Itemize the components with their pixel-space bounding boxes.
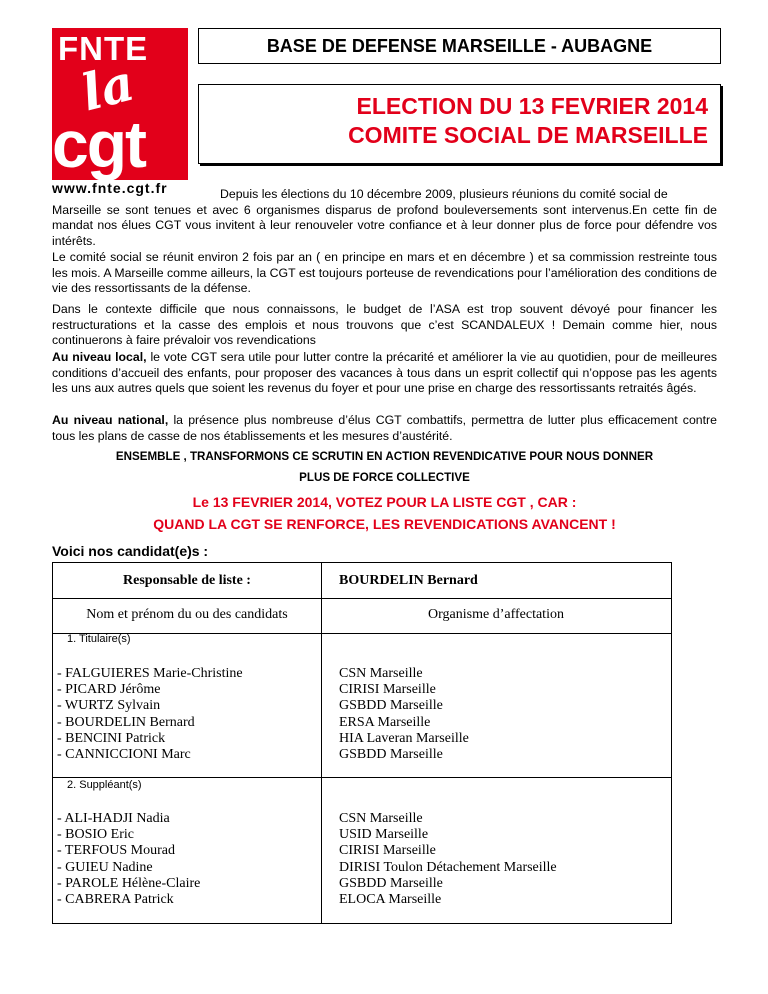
logo-cgt-text: cgt (52, 107, 145, 180)
column-header-organisme: Organisme d’affectation (428, 607, 564, 622)
table-divider-2 (53, 633, 671, 634)
column-header-name: Nom et prénom du ou des candidats (86, 607, 288, 622)
titulaire-org: GSBDD Marseille (339, 698, 443, 714)
titulaire-org: HIA Laveran Marseille (339, 730, 469, 746)
slogan-line-1: ENSEMBLE , TRANSFORMONS CE SCRUTIN EN ACTION REVENDICATIVE POUR NOUS DONNER (115, 450, 654, 463)
suppleant-name: - GUIEU Nadine (57, 859, 153, 875)
suppleant-org: GSBDD Marseille (339, 875, 443, 891)
local-label: Au niveau local, (52, 350, 147, 364)
local-text: le vote CGT sera utile pour lutter contre la précarité et améliorer la vie au quotidien, pour de meilleures conditions d’accueil des enfants, pour proposer des vacances à tous dans un esprit collectif qui n’oppose pas les agents les uns aux autres quels que soient les revenus du foyer et pour une prise en charge des ressortissants retraités âgés. (52, 350, 717, 395)
intro-rest: Marseille se sont tenues et avec 6 organismes disparus de profond bouleversements sont intervenus.En cette fin de mandat nos élues CGT vous invitent à leur renouveler votre confiance et à leur donner plus de force pour défendre vos intérêts. (52, 202, 717, 248)
logo-url: www.fnte.cgt.fr (52, 180, 168, 196)
suppleant-name: - ALI-HADJI Nadia (57, 811, 170, 826)
candidates-table (52, 562, 672, 924)
paragraph-intro (52, 187, 717, 249)
paragraph-national (52, 413, 717, 444)
suppleant-org: USID Marseille (339, 827, 429, 843)
suppleant-org: DIRISI Toulon Détachement Marseille (339, 859, 557, 875)
slogan-line-2: PLUS DE FORCE COLLECTIVE (299, 471, 470, 484)
responsable-name: BOURDELIN Bernard (339, 573, 478, 588)
table-divider-1 (53, 598, 671, 599)
titulaire-names (57, 666, 243, 763)
titulaire-orgs (339, 666, 469, 763)
titulaire-name: - CANNICCIONI Marc (57, 747, 191, 763)
titulaire-name: - WURTZ Sylvain (57, 698, 161, 714)
vote-line-2: QUAND LA CGT SE RENFORCE, LES REVENDICATIONS AVANCENT ! (153, 516, 616, 532)
suppleant-name: - TERFOUS Mourad (57, 843, 175, 859)
titulaire-org: ERSA Marseille (339, 714, 431, 730)
paragraph-comite: Le comité social se réunit environ 2 fois par an ( en principe en mars et en décembre ) et sa commission restreinte tous les mois. A Marseille comme ailleurs, la CGT est toujours porteuse de revendications pour l’amélioration des conditions de vie des ressortissants de la défense. (52, 250, 717, 295)
base-defense-header: BASE DE DEFENSE MARSEILLE - AUBAGNE (198, 28, 721, 64)
vote-line-1: Le 13 FEVRIER 2014, VOTEZ POUR LA LISTE CGT , CAR : (192, 494, 577, 510)
titulaire-org: GSBDD Marseille (339, 747, 443, 763)
responsable-label: Responsable de liste : (123, 573, 251, 588)
titulaire-name: - PICARD Jérôme (57, 682, 161, 698)
national-text: la présence plus nombreuse d’élus CGT combattifs, permettra de lutter plus efficacement contre tous les plans de casse de nos établissements et les mesures d’austérité. (52, 413, 717, 443)
titulaire-org: CSN Marseille (339, 666, 423, 681)
suppleant-name: - BOSIO Eric (57, 827, 134, 843)
suppleant-org: ELOCA Marseille (339, 892, 442, 908)
suppleant-names (57, 811, 200, 908)
suppleant-label: 2. Suppléant(s) (67, 779, 142, 791)
suppleant-org: CIRISI Marseille (339, 843, 436, 859)
titulaire-org: CIRISI Marseille (339, 682, 436, 698)
logo-la-text: la (75, 52, 140, 123)
table-divider-3 (53, 777, 671, 778)
fnte-cgt-logo (52, 28, 188, 180)
national-label: Au niveau national, (52, 413, 169, 427)
titulaire-name: - BENCINI Patrick (57, 730, 166, 746)
suppleant-name: - PAROLE Hélène-Claire (57, 875, 201, 891)
suppleant-org: CSN Marseille (339, 811, 423, 826)
suppleant-name: - CABRERA Patrick (57, 892, 174, 908)
paragraph-contexte: Dans le contexte difficile que nous connaissons, le budget de l’ASA est trop souvent dévoyé pour financer les restructurations et la casse des emplois et nous trouvons que c’est SCANDALEUX ! Demain comme hier, nous continuerons à faire prévaloir vos revendications (52, 302, 717, 347)
comite-title: COMITE SOCIAL DE MARSEILLE (348, 122, 708, 148)
paragraph-local (52, 350, 717, 397)
titulaire-name: - BOURDELIN Bernard (57, 714, 195, 730)
election-title: ELECTION DU 13 FEVRIER 2014 (356, 93, 708, 119)
election-title-box (198, 84, 721, 164)
logo-fnte-text: FNTE (58, 30, 149, 67)
titulaire-label: 1. Titulaire(s) (67, 633, 131, 645)
titulaire-name: - FALGUIERES Marie-Christine (57, 666, 243, 681)
intro-first-line: Depuis les élections du 10 décembre 2009, plusieurs réunions du comité social de (220, 187, 668, 201)
candidates-title: Voici nos candidat(e)s : (52, 543, 209, 559)
suppleant-orgs (339, 811, 557, 908)
